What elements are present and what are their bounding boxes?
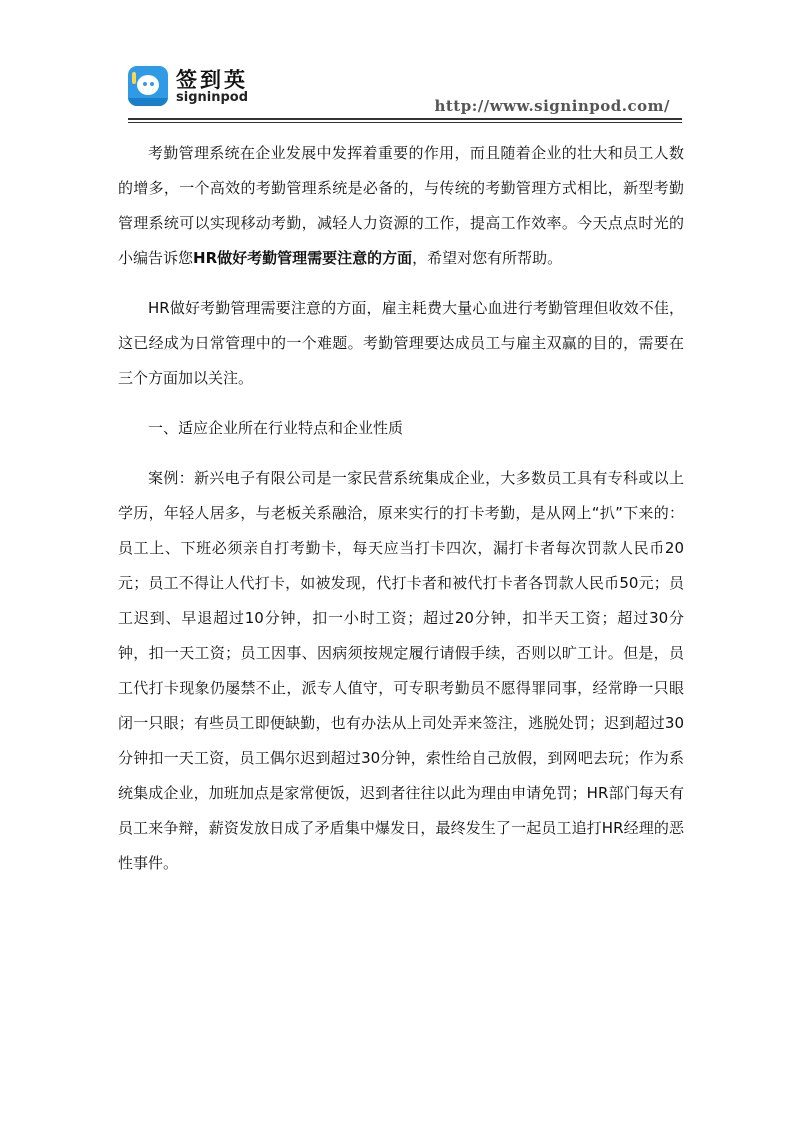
header-rule-thin (128, 122, 682, 123)
intro-text: 考勤管理系统在企业发展中发挥着重要的作用，而且随着企业的壮大和员工人数的增多，一个高效的考勤管理系统是必备的，与传统的考勤管理方式相比，新型考勤管理系统可以实现移动考勤，减轻人力资源的工作，提高工作效率。今天点点时光的小编告诉您 (118, 144, 684, 267)
document-body (118, 136, 684, 896)
signinpod-mascot-icon (128, 66, 168, 106)
section-heading-1: 一、适应企业所在行业特点和企业性质 (148, 419, 404, 437)
paragraph-overview: HR做好考勤管理需要注意的方面，雇主耗费大量心血进行考勤管理但收效不佳，这已经成为日常管理中的一个难题。考勤管理要达成员工与雇主双赢的目的，需要在三个方面加以关注。 (118, 299, 684, 387)
header-rule (128, 118, 682, 120)
intro-text-end: ，希望对您有所帮助。 (412, 249, 563, 267)
intro-bold-topic: HR做好考勤管理需要注意的方面 (193, 249, 413, 267)
page-header (128, 64, 682, 122)
paragraph-intro (118, 136, 684, 276)
brand-name-en: signinpod (176, 90, 249, 105)
paragraph-case: 案例：新兴电子有限公司是一家民营系统集成企业，大多数员工具有专科或以上学历，年轻人居多，与老板关系融洽，原来实行的打卡考勤，是从网上“扒”下来的：员工上、下班必须亲自打考勤卡，每天应当打卡四次，漏打卡者每次罚款人民币20元；员工不得让人代打卡，如被发现，代打卡者和被代打卡者各罚款人民币50元；员工迟到、早退超过10分钟，扣一小时工资；超过20分钟，扣半天工资；超过30分钟，扣一天工资；员工因事、因病须按规定履行请假手续，否则以旷工计。但是，员工代打卡现象仍屡禁不止，派专人值守，可专职考勤员不愿得罪同事，经常睁一只眼闭一只眼；有些员工即便缺勤，也有办法从上司处弄来签注，逃脱处罚；迟到超过30分钟扣一天工资，员工偶尔迟到超过30分钟，索性给自己放假，到网吧去玩；作为系统集成企业，加班加点是家常便饭，迟到者往往以此为理由申请免罚；HR部门每天有员工来争辩，薪资发放日成了矛盾集中爆发日，最终发生了一起员工追打HR经理的恶性事件。 (118, 469, 684, 872)
site-url[interactable]: http://www.signinpod.com/ (434, 97, 670, 115)
brand-name-cn: 签到英 (176, 68, 248, 92)
